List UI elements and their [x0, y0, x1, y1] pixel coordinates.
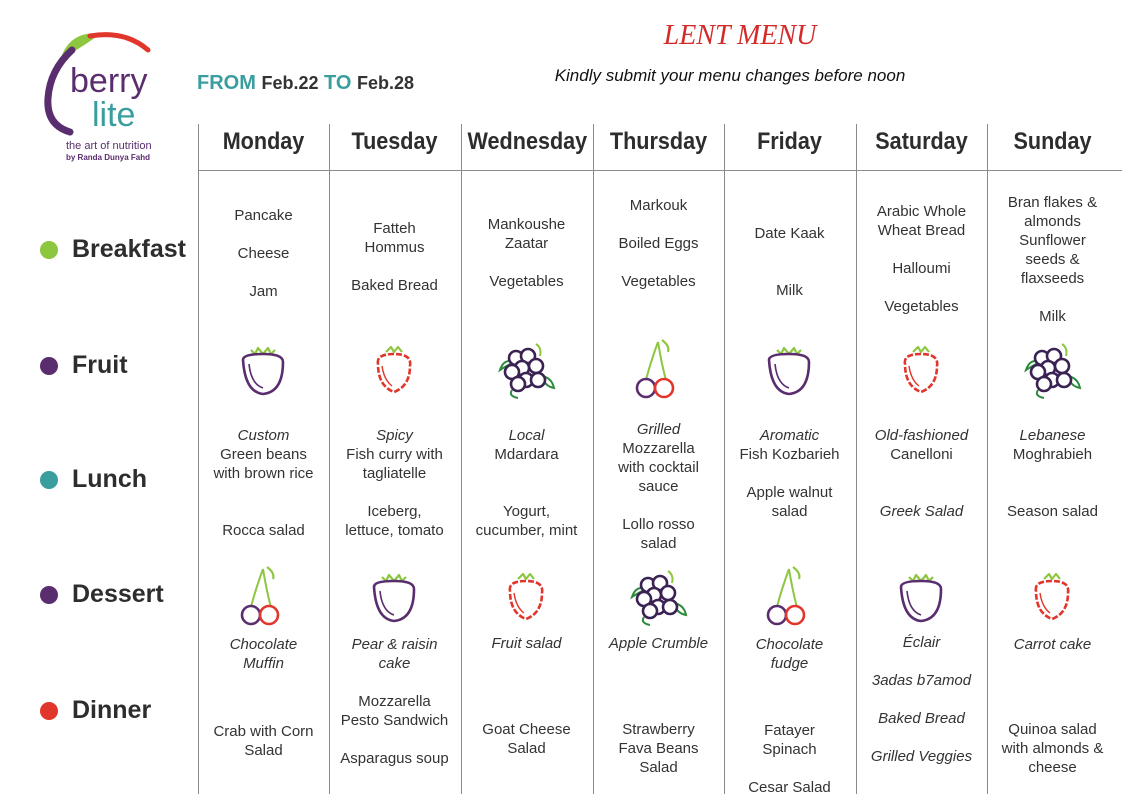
dinner-cell-sunday: [987, 701, 1118, 777]
menu-item: Carrot cake: [1013, 635, 1092, 653]
to-date: Feb.28: [357, 73, 415, 93]
menu-item: Wheat Bread: [877, 222, 966, 239]
spacer: [461, 253, 592, 272]
meal-label-dessert: [40, 580, 164, 609]
menu-item: tagliatelle: [362, 465, 427, 482]
spacer: [593, 496, 724, 515]
menu-item: Fish Kozbarieh: [739, 445, 840, 463]
breakfast-cell-friday: [724, 224, 855, 300]
menu-item: Sunflower: [1019, 231, 1086, 249]
menu-item: Chocolate: [229, 636, 298, 653]
brand-name-bottom: lite: [92, 96, 136, 134]
menu-item: Quinoa salad: [1008, 721, 1097, 738]
day-header-tuesday: Tuesday: [351, 128, 438, 155]
breakfast-cell-sunday: [987, 193, 1118, 326]
menu-item: Apple Crumble: [608, 634, 709, 652]
menu-item: Halloumi: [892, 260, 951, 277]
menu-item: cheese: [1028, 759, 1077, 776]
lunch-cell-friday: [724, 426, 855, 521]
dinner-cell-tuesday: [329, 692, 460, 768]
menu-item: Zaatar: [504, 235, 549, 252]
spacer: [724, 759, 855, 778]
menu-item: Goat Cheese: [482, 720, 571, 738]
menu-item: Strawberry: [622, 721, 695, 738]
menu-item: cucumber, mint: [475, 522, 578, 539]
menu-item: Season salad: [1007, 502, 1098, 520]
meal-label-fruit: [40, 351, 128, 380]
spacer: [461, 701, 592, 720]
dessert-cell-friday: [724, 635, 855, 673]
menu-item: seeds &: [1025, 250, 1080, 268]
menu-item: Pancake: [234, 206, 293, 224]
dinner-cell-wednesday: [461, 701, 592, 758]
spacer: [987, 464, 1118, 483]
day-header-wednesday: Wednesday: [467, 128, 588, 155]
spacer: [856, 240, 987, 259]
dinner-cell-friday: [724, 702, 855, 797]
plum-icon: [759, 336, 819, 400]
lunch-cell-sunday: [987, 426, 1118, 521]
menu-item: Lollo rosso: [622, 515, 695, 533]
meal-label-breakfast: [40, 235, 186, 264]
day-header-friday: Friday: [757, 128, 822, 155]
menu-item: Arabic Whole: [876, 203, 967, 220]
menu-item: Mdardara: [494, 446, 559, 463]
menu-item: Vegetables: [621, 272, 696, 290]
menu-item: Mozzarella: [622, 439, 695, 457]
spacer: [461, 464, 592, 483]
dinner-cell-saturday: [856, 671, 987, 766]
menu-item: fudge: [770, 655, 809, 672]
plum-icon: [233, 336, 293, 400]
menu-item: Cesar Salad: [748, 778, 831, 796]
to-label: TO: [324, 72, 352, 94]
menu-item: Local: [508, 427, 545, 444]
spacer: [856, 690, 987, 709]
menu-item: Mozzarella: [358, 693, 431, 710]
header-divider: [198, 170, 1122, 171]
menu-item: Asparagus soup: [340, 750, 449, 767]
raspberry-icon: [891, 336, 951, 400]
meal-dot-icon: [40, 471, 58, 489]
breakfast-cell-wednesday: [461, 215, 592, 291]
day-header-monday: Monday: [222, 128, 305, 155]
dinner-cell-monday: [198, 703, 329, 760]
spacer: [329, 257, 460, 276]
menu-item: Fatayer: [764, 721, 815, 739]
menu-item: Grilled Veggies: [870, 747, 973, 765]
menu-item: Fava Beans: [618, 740, 699, 757]
spacer: [329, 730, 460, 749]
dessert-cell-sunday: [987, 635, 1118, 654]
menu-item: Vegetables: [489, 273, 564, 290]
menu-item: Iceberg,: [367, 503, 422, 520]
menu-item: Boiled Eggs: [618, 234, 699, 252]
menu-item: Fatteh: [373, 220, 416, 237]
spacer: [198, 483, 329, 502]
lunch-cell-tuesday: [329, 426, 460, 540]
plum-icon: [891, 563, 951, 627]
cherry-icon: [759, 563, 819, 627]
brand-byline: by Randa Dunya Fahd: [66, 153, 151, 162]
plum-icon: [364, 563, 424, 627]
page-title: LENT MENU: [663, 20, 817, 51]
menu-item: with almonds &: [1001, 740, 1104, 757]
menu-item: Spinach: [762, 740, 817, 758]
spacer: [198, 225, 329, 244]
spacer: [856, 483, 987, 502]
brand-tagline: the art of nutrition: [66, 140, 152, 152]
grapes-icon: [628, 563, 688, 627]
menu-item: Old-fashioned: [874, 426, 969, 444]
dinner-cell-thursday: [593, 701, 724, 777]
lunch-cell-saturday: [856, 426, 987, 521]
meal-label-text: Dessert: [72, 580, 164, 608]
menu-item: Mankoushe: [487, 216, 566, 233]
menu-item: Jam: [249, 282, 278, 300]
menu-item: Spicy: [376, 427, 413, 444]
meal-dot-icon: [40, 702, 58, 720]
spacer: [198, 502, 329, 521]
breakfast-cell-monday: [198, 206, 329, 301]
day-header-thursday: Thursday: [609, 128, 708, 155]
meal-label-text: Lunch: [72, 465, 147, 493]
menu-item: Yogurt,: [503, 503, 550, 520]
menu-item: Salad: [639, 759, 678, 776]
menu-item: Hommus: [364, 239, 425, 256]
spacer: [198, 263, 329, 282]
menu-item: Chocolate: [755, 636, 824, 653]
menu-item: Pesto Sandwich: [340, 712, 449, 729]
menu-item: Milk: [776, 282, 803, 299]
menu-item: cake: [378, 655, 411, 672]
meal-label-lunch: [40, 465, 147, 494]
menu-item: Apple walnut: [746, 483, 833, 501]
dessert-cell-wednesday: [461, 634, 592, 653]
menu-item: Fruit salad: [491, 634, 562, 652]
menu-item: Bran flakes &: [1007, 193, 1098, 211]
menu-item: Muffin: [243, 655, 284, 672]
meal-label-text: Breakfast: [72, 235, 186, 263]
menu-item: Fish curry with: [346, 446, 443, 463]
menu-item: sauce: [638, 477, 679, 495]
spacer: [593, 701, 724, 720]
menu-item: with cocktail: [618, 458, 699, 476]
meal-dot-icon: [40, 241, 58, 259]
menu-item: with brown rice: [213, 465, 314, 482]
spacer: [856, 464, 987, 483]
spacer: [987, 288, 1118, 307]
menu-item: flaxseeds: [1020, 269, 1085, 287]
menu-item: Baked Bread: [878, 709, 965, 727]
spacer: [461, 483, 592, 502]
menu-item: Green beans: [220, 446, 307, 463]
day-header-saturday: Saturday: [875, 128, 968, 155]
day-header-sunday: Sunday: [1013, 128, 1092, 155]
dessert-cell-thursday: [593, 634, 724, 653]
menu-item: Lebanese: [1019, 426, 1086, 444]
menu-item: Salad: [507, 739, 546, 757]
date-range: [197, 72, 414, 95]
meal-label-dinner: [40, 696, 151, 725]
spacer: [329, 483, 460, 502]
meal-label-text: Fruit: [72, 351, 128, 379]
menu-item: Greek Salad: [879, 502, 964, 520]
breakfast-cell-saturday: [856, 202, 987, 316]
menu-item: Éclair: [902, 633, 941, 651]
cherry-icon: [628, 336, 688, 400]
menu-item: 3adas b7amod: [871, 671, 972, 689]
spacer: [856, 278, 987, 297]
menu-item: Custom: [237, 427, 290, 444]
menu-item: Pear & raisin: [351, 636, 438, 653]
menu-item: Grilled: [636, 420, 681, 438]
page-subtitle: Kindly submit your menu changes before noon: [554, 66, 906, 85]
meal-label-text: Dinner: [72, 696, 152, 724]
brand-name-top: berry: [70, 62, 148, 100]
menu-item: Markouk: [629, 196, 688, 214]
lunch-cell-monday: [198, 426, 329, 540]
menu-item: Aromatic: [759, 426, 820, 444]
brand-tagline-block: [66, 140, 152, 164]
menu-item: Moghrabieh: [1012, 445, 1093, 463]
lunch-cell-thursday: [593, 420, 724, 553]
menu-item: Salad: [244, 741, 283, 759]
menu-item: Vegetables: [884, 298, 959, 315]
dessert-cell-monday: [198, 635, 329, 673]
spacer: [987, 701, 1118, 720]
menu-item: lettuce, tomato: [345, 522, 444, 539]
menu-item: Rocca salad: [222, 522, 305, 539]
menu-item: Date Kaak: [754, 225, 825, 242]
menu-item: Milk: [1039, 307, 1066, 325]
cherry-icon: [233, 563, 293, 627]
dessert-cell-saturday: [856, 633, 987, 652]
grapes-icon: [1022, 336, 1082, 400]
menu-item: salad: [640, 534, 677, 552]
meal-dot-icon: [40, 586, 58, 604]
spacer: [198, 703, 329, 722]
grapes-icon: [496, 336, 556, 400]
menu-item: Canelloni: [890, 445, 953, 463]
menu-item: Cheese: [237, 244, 290, 262]
dessert-cell-tuesday: [329, 635, 460, 673]
menu-item: salad: [771, 502, 808, 520]
from-label: FROM: [197, 72, 256, 94]
spacer: [593, 253, 724, 272]
lunch-cell-wednesday: [461, 426, 592, 540]
spacer: [987, 483, 1118, 502]
spacer: [856, 728, 987, 747]
spacer: [724, 702, 855, 721]
spacer: [724, 262, 855, 281]
raspberry-icon: [496, 563, 556, 627]
breakfast-cell-thursday: [593, 196, 724, 291]
raspberry-icon: [1022, 563, 1082, 627]
spacer: [593, 215, 724, 234]
meal-dot-icon: [40, 357, 58, 375]
menu-item: Crab with Corn: [213, 722, 314, 740]
menu-item: almonds: [1024, 212, 1081, 230]
raspberry-icon: [364, 336, 424, 400]
breakfast-cell-tuesday: [329, 219, 460, 295]
from-date: Feb.22: [261, 73, 319, 93]
spacer: [724, 464, 855, 483]
menu-item: Baked Bread: [351, 277, 438, 294]
spacer: [724, 243, 855, 262]
